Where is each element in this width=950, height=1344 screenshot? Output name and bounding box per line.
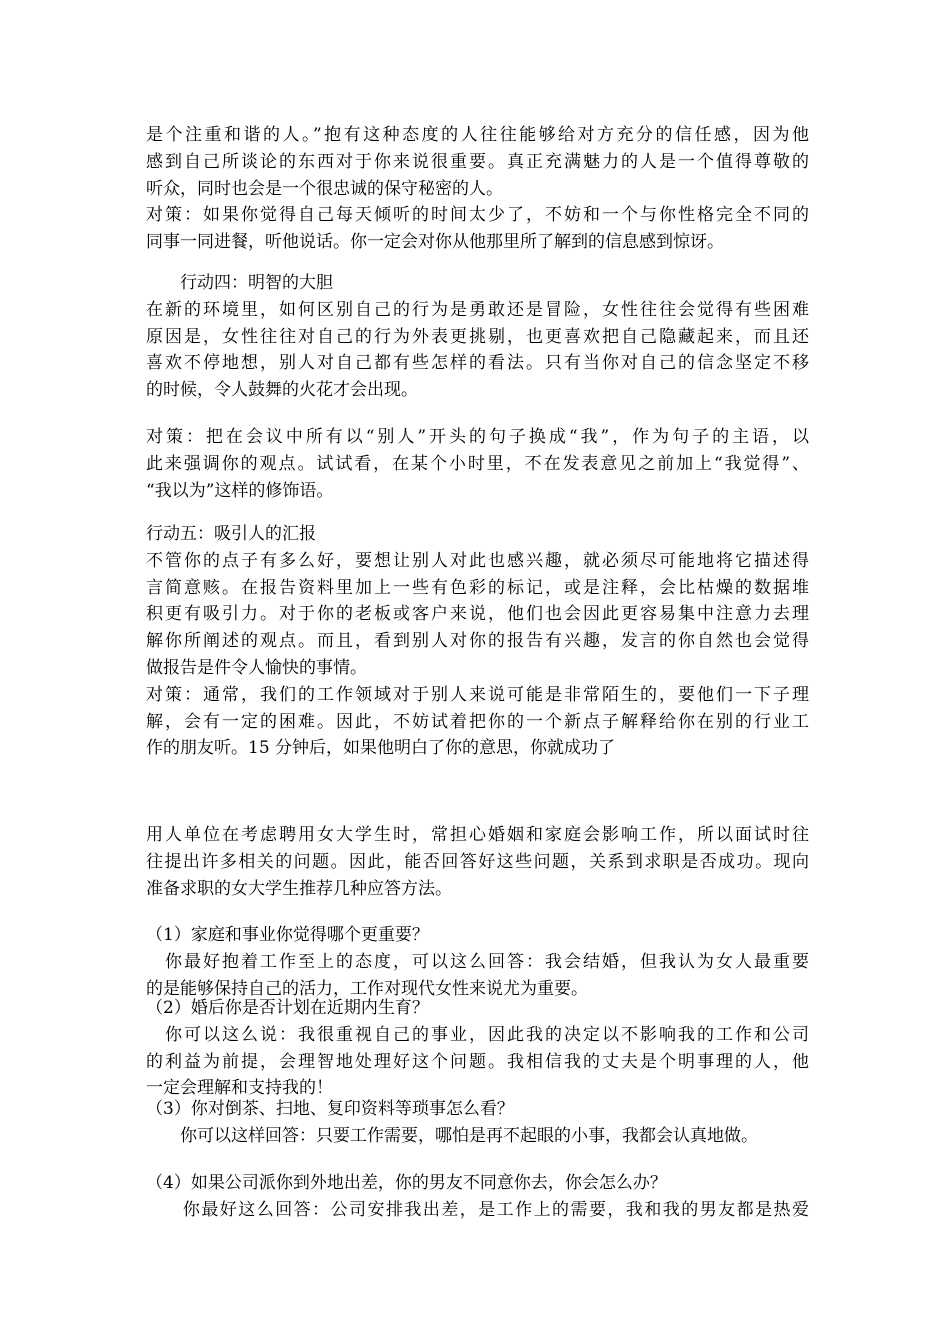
paragraph-line: “我以为”这样的修饰语。	[146, 480, 334, 501]
answer-line: 的是能够保持自己的活力，工作对现代女性来说尤为重要。	[146, 978, 588, 999]
question-line: （2）婚后你是否计划在近期内生育？	[146, 998, 429, 1018]
answer-line: 你可以这样回答：只要工作需要，哪怕是再不起眼的小事，我都会认真地做。	[146, 1125, 758, 1146]
paragraph-line: 作的朋友听。15 分钟后，如果他明白了你的意思，你就成功了	[146, 738, 616, 759]
paragraph-line: 对策：把在会议中所有以“别人”开头的句子换成“我”，作为句子的主语，以	[146, 427, 809, 447]
paragraph-line: 此来强调你的观点。试试看，在某个小时里，不在发表意见之前加上“我觉得”、	[146, 453, 809, 474]
paragraph-line: 往提出许多相关的问题。因此，能否回答好这些问题，关系到求职是否成功。现向	[146, 851, 809, 872]
paragraph-line: 积更有吸引力。对于你的老板或客户来说，他们也会因此更容易集中注意力去理	[146, 604, 809, 625]
paragraph-line: 用人单位在考虑聘用女大学生时，常担心婚姻和家庭会影响工作，所以面试时往	[146, 825, 809, 845]
paragraph-line: 在新的环境里，如何区别自己的行为是勇敢还是冒险，女性往往会觉得有些困难	[146, 299, 809, 320]
paragraph-line: 的时候，令人鼓舞的火花才会出现。	[146, 380, 418, 401]
paragraph-line: 对策：通常，我们的工作领域对于别人来说可能是非常陌生的，要他们一下子理	[146, 684, 809, 705]
answer-line: 你最好这么回答：公司安排我出差，是工作上的需要，我和我的男友都是热爱	[146, 1199, 809, 1220]
answer-line: 一定会理解和支持我的！	[146, 1078, 333, 1099]
paragraph-line: 原因是，女性往往对自己的行为外表更挑剔，也更喜欢把自己隐藏起来，而且还	[146, 326, 809, 347]
answer-line: 你可以这么说：我很重视自己的事业，因此我的决定以不影响我的工作和公司	[146, 1024, 809, 1045]
paragraph-line: 听众，同时也会是一个很忠诚的保守秘密的人。	[146, 178, 503, 199]
paragraph-line: 言简意赅。在报告资料里加上一些有色彩的标记，或是注释，会比枯燥的数据堆	[146, 577, 809, 598]
answer-line: 你最好抱着工作至上的态度，可以这么回答：我会结婚，但我认为女人最重要	[146, 951, 809, 972]
paragraph-line: 感到自己所谈论的东西对于你来说很重要。真正充满魅力的人是一个值得尊敬的	[146, 151, 809, 172]
question-line: （3）你对倒茶、扫地、复印资料等琐事怎么看？	[146, 1099, 514, 1119]
section-heading: 行动五：吸引人的汇报	[146, 524, 316, 544]
paragraph-line: 对策：如果你觉得自己每天倾听的时间太少了，不妨和一个与你性格完全不同的	[146, 205, 809, 226]
paragraph-line: 解，会有一定的困难。因此，不妨试着把你的一个新点子解释给你在别的行业工	[146, 711, 809, 732]
paragraph-line: 做报告是件令人愉快的事情。	[146, 658, 367, 678]
paragraph-line: 解你所阐述的观点。而且，看到别人对你的报告有兴趣，发言的你自然也会觉得	[146, 631, 809, 652]
paragraph-line: 是个注重和谐的人。”抱有这种态度的人往往能够给对方充分的信任感，因为他	[146, 125, 809, 145]
paragraph-line: 同事一同进餐，听他说话。你一定会对你从他那里所了解到的信息感到惊讶。	[146, 232, 724, 253]
section-heading: 行动四：明智的大胆	[146, 273, 333, 293]
paragraph-line: 喜欢不停地想，别人对自己都有些怎样的看法。只有当你对自己的信念坚定不移	[146, 353, 809, 374]
question-line: （1）家庭和事业你觉得哪个更重要？	[146, 925, 429, 945]
answer-line: 的利益为前提，会理智地处理好这个问题。我相信我的丈夫是个明事理的人，他	[146, 1051, 809, 1072]
paragraph-line: 准备求职的女大学生推荐几种应答方法。	[146, 878, 452, 899]
question-line: （4）如果公司派你到外地出差，你的男友不同意你去，你会怎么办？	[146, 1173, 667, 1193]
paragraph-line: 不管你的点子有多么好，要想让别人对此也感兴趣，就必须尽可能地将它描述得	[146, 550, 809, 571]
